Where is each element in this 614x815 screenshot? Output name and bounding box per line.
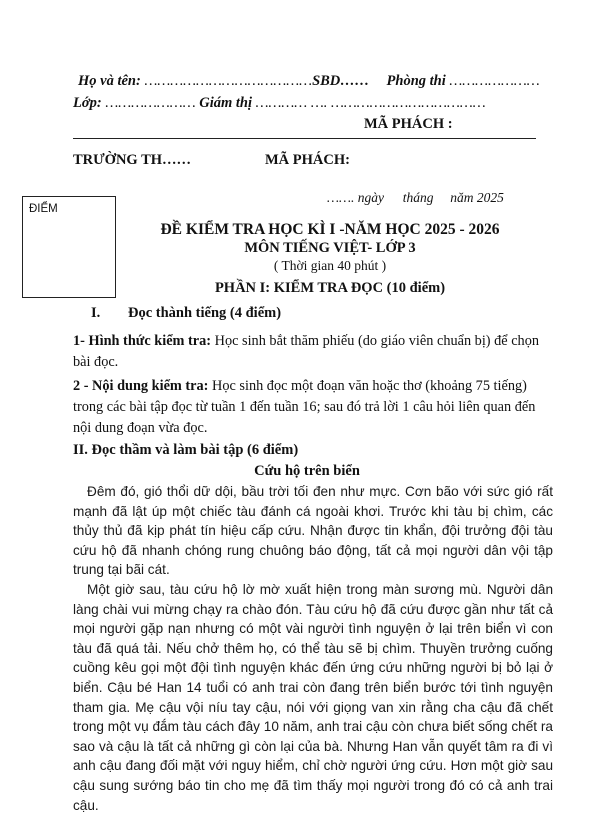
story-paragraph-2: Một giờ sau, tàu cứu hộ lờ mờ xuất hiện trong màn sương mù. Người dân làng chài vui mừng chạy ra chào đón. Tàu cứu hộ đã cứu được gần như tất cả mọi người gặp nạn nhưng có một vài người tình nguyện ở lại trên biển vì con tàu đã quá tải. Nếu chở thêm họ, có thể tàu sẽ bị chìm. Thuyền trưởng cuống cuồng kêu gọi một đội tình nguyện khác đến ứng cứu những người bị bỏ lại ở biển. Cậu bé Han 14 tuổi có anh trai còn đang trên biển bước tới tình nguyện tham gia. Mẹ cậu vội níu tay cậu, nói với giọng van xin rằng cha cậu đã chết trong một vụ đắm tàu cách đây 10 năm, anh trai cậu còn chưa biết sống chết ra sao và cậu là tất cả những gì còn lại của bà. Nhưng Han vẫn quyết tâm ra đi vì anh cậu đang đối mặt với nguy hiểm, chỉ chờ người ứng cứu. Hơn một giờ sau cậu sung sướng báo tin cho mẹ đã tìm thấy mọi người trong đó có cả anh trai cậu. xyxy=(73,581,553,813)
score-label: ĐIỂM xyxy=(29,203,58,215)
story-paragraph-1: Đêm đó, gió thổi dữ dội, bầu trời tối đen như mực. Cơn bão với sức gió rất mạnh đã lật úp một chiếc tàu đánh cá ngoài khơi. Trước khi tàu bị chìm, các thủy thủ đã kịp phát tín hiệu cấp cứu. Nhận được tin khẩn, đội trưởng đội tàu cứu hộ đã nhanh chóng rung chuông báo động, tất cả mọi người dân vội tập trung tại bãi cát. xyxy=(73,484,553,578)
date-year: năm 2025 xyxy=(450,190,504,205)
date-month: tháng xyxy=(402,190,434,205)
section-one-item-1 xyxy=(73,331,551,373)
item-2-label: 2 - Nội dung kiểm tra: xyxy=(73,378,209,394)
detach-line xyxy=(73,138,536,139)
item-2-text: Học sinh đọc một đoạn văn hoặc thơ (khoảng 75 tiếng) trong các bài tập đọc từ tuần 1 đến tuần 16; sau đó trả lời 1 câu hỏi liên quan đến nội dung đoạn vừa đọc. xyxy=(73,378,536,436)
exam-duration: ( Thời gian 40 phút ) xyxy=(273,258,387,273)
section-one-title: Đọc thành tiếng (4 điểm) xyxy=(128,305,282,321)
section-two-title: II. Đọc thầm và làm bài tập (6 điểm) xyxy=(73,442,299,458)
proctor-label: Giám thị xyxy=(199,95,252,111)
candidate-info-line xyxy=(78,73,540,90)
detach-code-label: MÃ PHÁCH : xyxy=(364,116,453,132)
exam-room-blank: ………………… xyxy=(449,73,540,89)
proctor-blank: ………… …. ……………………………… xyxy=(255,95,486,111)
score-box xyxy=(22,196,116,298)
section-one-number: I. xyxy=(91,305,101,321)
exam-room-label: Phòng thi xyxy=(386,73,446,89)
date-day: ……. ngày xyxy=(327,190,384,205)
exam-subject: MÔN TIẾNG VIỆT- LỚP 3 xyxy=(244,240,416,256)
school-label: TRƯỜNG TH…… xyxy=(73,152,192,168)
story-title: Cứu hộ trên biển xyxy=(254,463,360,479)
detach-code-label-2: MÃ PHÁCH: xyxy=(265,152,350,168)
exam-title: ĐỀ KIỂM TRA HỌC KÌ I -NĂM HỌC 2025 - 2026 xyxy=(160,221,500,238)
date-line xyxy=(327,190,504,206)
section-one-item-2 xyxy=(73,376,551,439)
item-1-label: 1- Hình thức kiểm tra: xyxy=(73,333,212,349)
class-info-line xyxy=(73,95,486,112)
name-label: Họ và tên: xyxy=(78,73,141,89)
name-blank: ………………………………… xyxy=(144,73,313,89)
class-blank: ………………… xyxy=(105,95,196,111)
story-body xyxy=(73,482,553,815)
item-1-text: Học sinh bắt thăm phiếu (do giáo viên chuẩn bị) để chọn bài đọc. xyxy=(73,333,539,370)
part-one-heading: PHẦN I: KIỂM TRA ĐỌC (10 điểm) xyxy=(214,280,446,296)
class-label: Lớp: xyxy=(73,95,102,111)
sbd-label: SBD…… xyxy=(312,73,370,89)
